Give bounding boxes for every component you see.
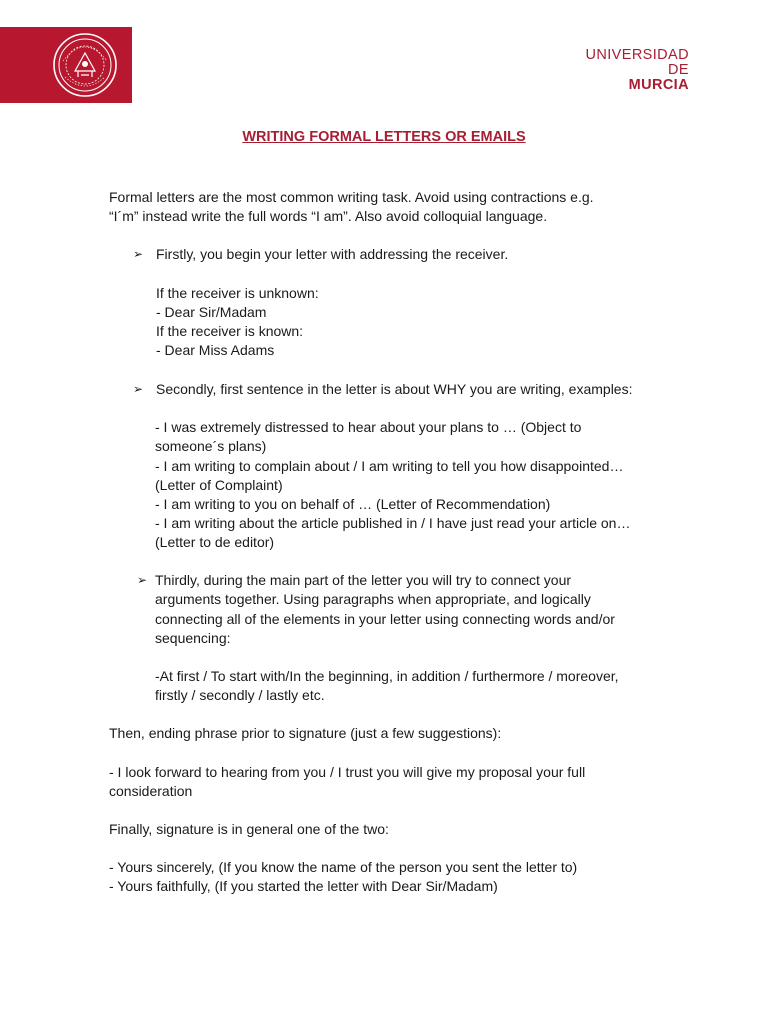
bullet-3-heading-line-2: arguments together. Using paragraphs when appropriate, and logically [155,591,591,607]
signature-intro: Finally, signature is in general one of the two: [109,821,389,837]
intro-line-2: “I´m” instead write the full words “I am”. Also avoid colloquial language. [109,208,548,224]
university-logo-text [561,48,689,93]
arrow-bullet-icon: ➢ [137,573,148,587]
bullet-2-line-6: - I am writing about the article published in / I have just read your article on… [155,515,631,531]
bullet-3-line-1: -At first / To start with/In the beginning, in addition / furthermore / moreover, [155,668,619,684]
bullet-1-line-1: If the receiver is unknown: [156,285,319,301]
signature-line-1: - Yours sincerely, (If you know the name of the person you sent the letter to) [109,859,578,875]
bullet-1-line-3: If the receiver is known: [156,323,304,339]
bullet-2-line-1: - I was extremely distressed to hear about your plans to … (Object to [155,419,582,435]
bullet-1-line-4: - Dear Miss Adams [156,342,275,358]
intro-line-1: Formal letters are the most common writing task. Avoid using contractions e.g. [109,189,594,205]
ending-line-2: consideration [109,783,193,799]
arrow-bullet-icon: ➢ [133,382,144,396]
bullet-3-line-2: firstly / secondly / lastly etc. [155,687,325,703]
ending-line-1: - I look forward to hearing from you / I trust you will give my proposal your full [109,764,586,780]
bullet-2-line-3: - I am writing to complain about / I am writing to tell you how disappointed… [155,458,624,474]
logo-line-2: MURCIA [628,77,689,93]
bullet-2-line-7: (Letter to de editor) [155,534,275,550]
bullet-3-heading-line-4: sequencing: [155,630,231,646]
arrow-bullet-icon: ➢ [133,247,144,261]
document-title: WRITING FORMAL LETTERS OR EMAILS [242,129,526,145]
university-seal [0,27,132,103]
seal-emblem-icon [51,31,119,99]
bullet-2-heading: Secondly, first sentence in the letter is about WHY you are writing, examples: [156,381,633,397]
bullet-1-heading: Firstly, you begin your letter with addressing the receiver. [156,246,509,262]
bullet-2-line-5: - I am writing to you on behalf of … (Letter of Recommendation) [155,496,551,512]
bullet-2-line-2: someone´s plans) [155,438,267,454]
bullet-3-heading-line-1: Thirdly, during the main part of the letter you will try to connect your [155,572,572,588]
bullet-2-line-4: (Letter of Complaint) [155,477,283,493]
ending-intro: Then, ending phrase prior to signature (just a few suggestions): [109,725,502,741]
bullet-3-heading-line-3: connecting all of the elements in your letter using connecting words and/or [155,611,615,627]
signature-line-2: - Yours faithfully, (If you started the letter with Dear Sir/Madam) [109,878,498,894]
logo-line-1: UNIVERSIDAD DE [585,47,689,78]
bullet-1-line-2: - Dear Sir/Madam [156,304,267,320]
